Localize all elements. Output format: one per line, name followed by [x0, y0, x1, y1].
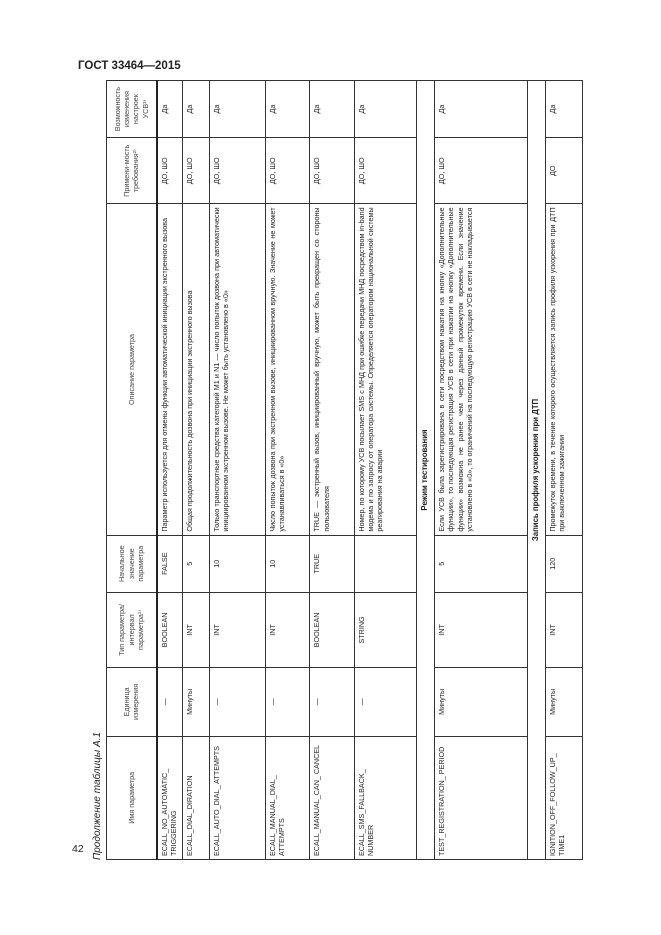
cell-initial: 5 [183, 535, 209, 592]
document-header: ГОСТ 33464—2015 [78, 60, 181, 72]
cell-applicability: ДО, ШО [183, 138, 209, 204]
cell-type: INT [545, 592, 582, 667]
cell-initial: 5 [435, 535, 528, 592]
table-row [545, 81, 582, 860]
cell-changeable: Да [157, 81, 183, 138]
cell-unit: Минуты [545, 668, 582, 737]
cell-changeable: Да [310, 81, 354, 138]
cell-type: BOOLEAN [310, 592, 354, 667]
cell-description: Номер, по которому УСВ посылает SMS с МНД при ошибке передачи МНД посредством in-band модема и по запросу от оператора системы. Определяется оператором национальной системы реагирования на аварии [354, 204, 416, 535]
table-row [265, 81, 309, 860]
table-caption: Продолжение таблицы А.1 [92, 732, 103, 860]
table-row [183, 81, 209, 860]
cell-unit: — [310, 668, 354, 737]
cell-name: TEST_REGISTRATION_ PERIOD [435, 736, 528, 859]
table-row [310, 81, 354, 860]
cell-unit: — [354, 668, 416, 737]
parameters-table [106, 80, 583, 860]
cell-initial: TRUE [310, 535, 354, 592]
cell-unit: Минуты [183, 668, 209, 737]
cell-name: ECALL_AUTO_DIAL_ ATTEMPTS [209, 736, 265, 859]
cell-unit: Минуты [435, 668, 528, 737]
page-number: 42 [72, 843, 84, 855]
table-row [209, 81, 265, 860]
cell-type: INT [265, 592, 309, 667]
cell-applicability: ДО, ШО [209, 138, 265, 204]
cell-changeable: Да [435, 81, 528, 138]
col-header-name: Имя параметра [107, 736, 157, 859]
cell-applicability: ДО, ШО [310, 138, 354, 204]
cell-name: ECALL_MANUAL_CAN_ CANCEL [310, 736, 354, 859]
cell-changeable: Да [183, 81, 209, 138]
col-header-changeable: Возможность изменения настроек УСВ³⁾ [107, 81, 157, 138]
cell-changeable: Да [545, 81, 582, 138]
cell-description: Только транспортные средства категорий M1 и N1 — число попыток дозвона при автоматически инициированном экстренном вызове. Не может быть установлено в «0» [209, 204, 265, 535]
cell-type: STRING [354, 592, 416, 667]
cell-type: INT [435, 592, 528, 667]
cell-description: TRUE — экстренный вызов, инициированный вручную, может быть прекращен со стороны пользователя [310, 204, 354, 535]
section-title-testing: Режим тестирования [416, 81, 434, 860]
cell-applicability: ДО, ШО [265, 138, 309, 204]
cell-name: ECALL_NO_AUTOMATIC_ TRIGGERING [157, 736, 183, 859]
cell-initial: 10 [209, 535, 265, 592]
col-header-description: Описание параметра [107, 204, 157, 535]
cell-initial: 10 [265, 535, 309, 592]
table-row [354, 81, 416, 860]
table-row [157, 81, 183, 860]
table-header-row [107, 81, 157, 860]
cell-description: Параметр используется для отмены функции автоматической инициации экстренного вызова [157, 204, 183, 535]
cell-type: INT [183, 592, 209, 667]
cell-name: ECALL_DIAL_DIRATION [183, 736, 209, 859]
cell-changeable: Да [354, 81, 416, 138]
cell-applicability: ДО [545, 138, 582, 204]
cell-type: BOOLEAN [157, 592, 183, 667]
cell-unit: — [209, 668, 265, 737]
cell-applicability: ДО, ШО [157, 138, 183, 204]
section-title-crash: Запись профиля ускорения при ДТП [527, 81, 545, 860]
cell-initial [354, 535, 416, 592]
cell-description: Число попыток дозвона при экстренном вызове, инициированном вручную. Значение не может устанавливаться в «0» [265, 204, 309, 535]
cell-unit: — [157, 668, 183, 737]
cell-description: Если УСВ была зарегистрирована в сети посредством нажатия на кнопку «Дополнительные функции», то последующая регистрация УСВ в сети при нажатии на кнопку «Дополнительные функции» возможна не ранее чем через данный промежуток времени. Если значение установлено в «0», то ограничений на последующую регистрацию УСВ в сети не накладывается [435, 204, 528, 535]
cell-name: ECALL_MANUAL_DIAL_ ATTEMPTS [265, 736, 309, 859]
section-row-testing [416, 81, 434, 860]
rotated-table-container [92, 80, 583, 860]
cell-initial: FALSE [157, 535, 183, 592]
cell-changeable: Да [209, 81, 265, 138]
cell-description: Общая продолжительность дозвона при инициации экстренного вызова [183, 204, 209, 535]
col-header-applicability: Примени-мость требования²⁾ [107, 138, 157, 204]
cell-description: Промежуток времени, в течение которого осуществляется запись профиля ускорения при ДТП при выключенном зажигании [545, 204, 582, 535]
cell-applicability: ДО, ШО [435, 138, 528, 204]
cell-name: IGNITION_OFF_FOLLOW_UP_ TIME1 [545, 736, 582, 859]
table-row [435, 81, 528, 860]
col-header-type: Тип параметра/ интервал параметра¹⁾ [107, 592, 157, 667]
col-header-initial: Начальное значение параметра [107, 535, 157, 592]
section-row-crash [527, 81, 545, 860]
cell-type: INT [209, 592, 265, 667]
cell-name: ECALL_SMS_FALLBACK_ NUMBER [354, 736, 416, 859]
cell-applicability: ДО, ШО [354, 138, 416, 204]
cell-changeable: Да [265, 81, 309, 138]
cell-initial: 120 [545, 535, 582, 592]
cell-unit: — [265, 668, 309, 737]
col-header-unit: Единица измерения [107, 668, 157, 737]
